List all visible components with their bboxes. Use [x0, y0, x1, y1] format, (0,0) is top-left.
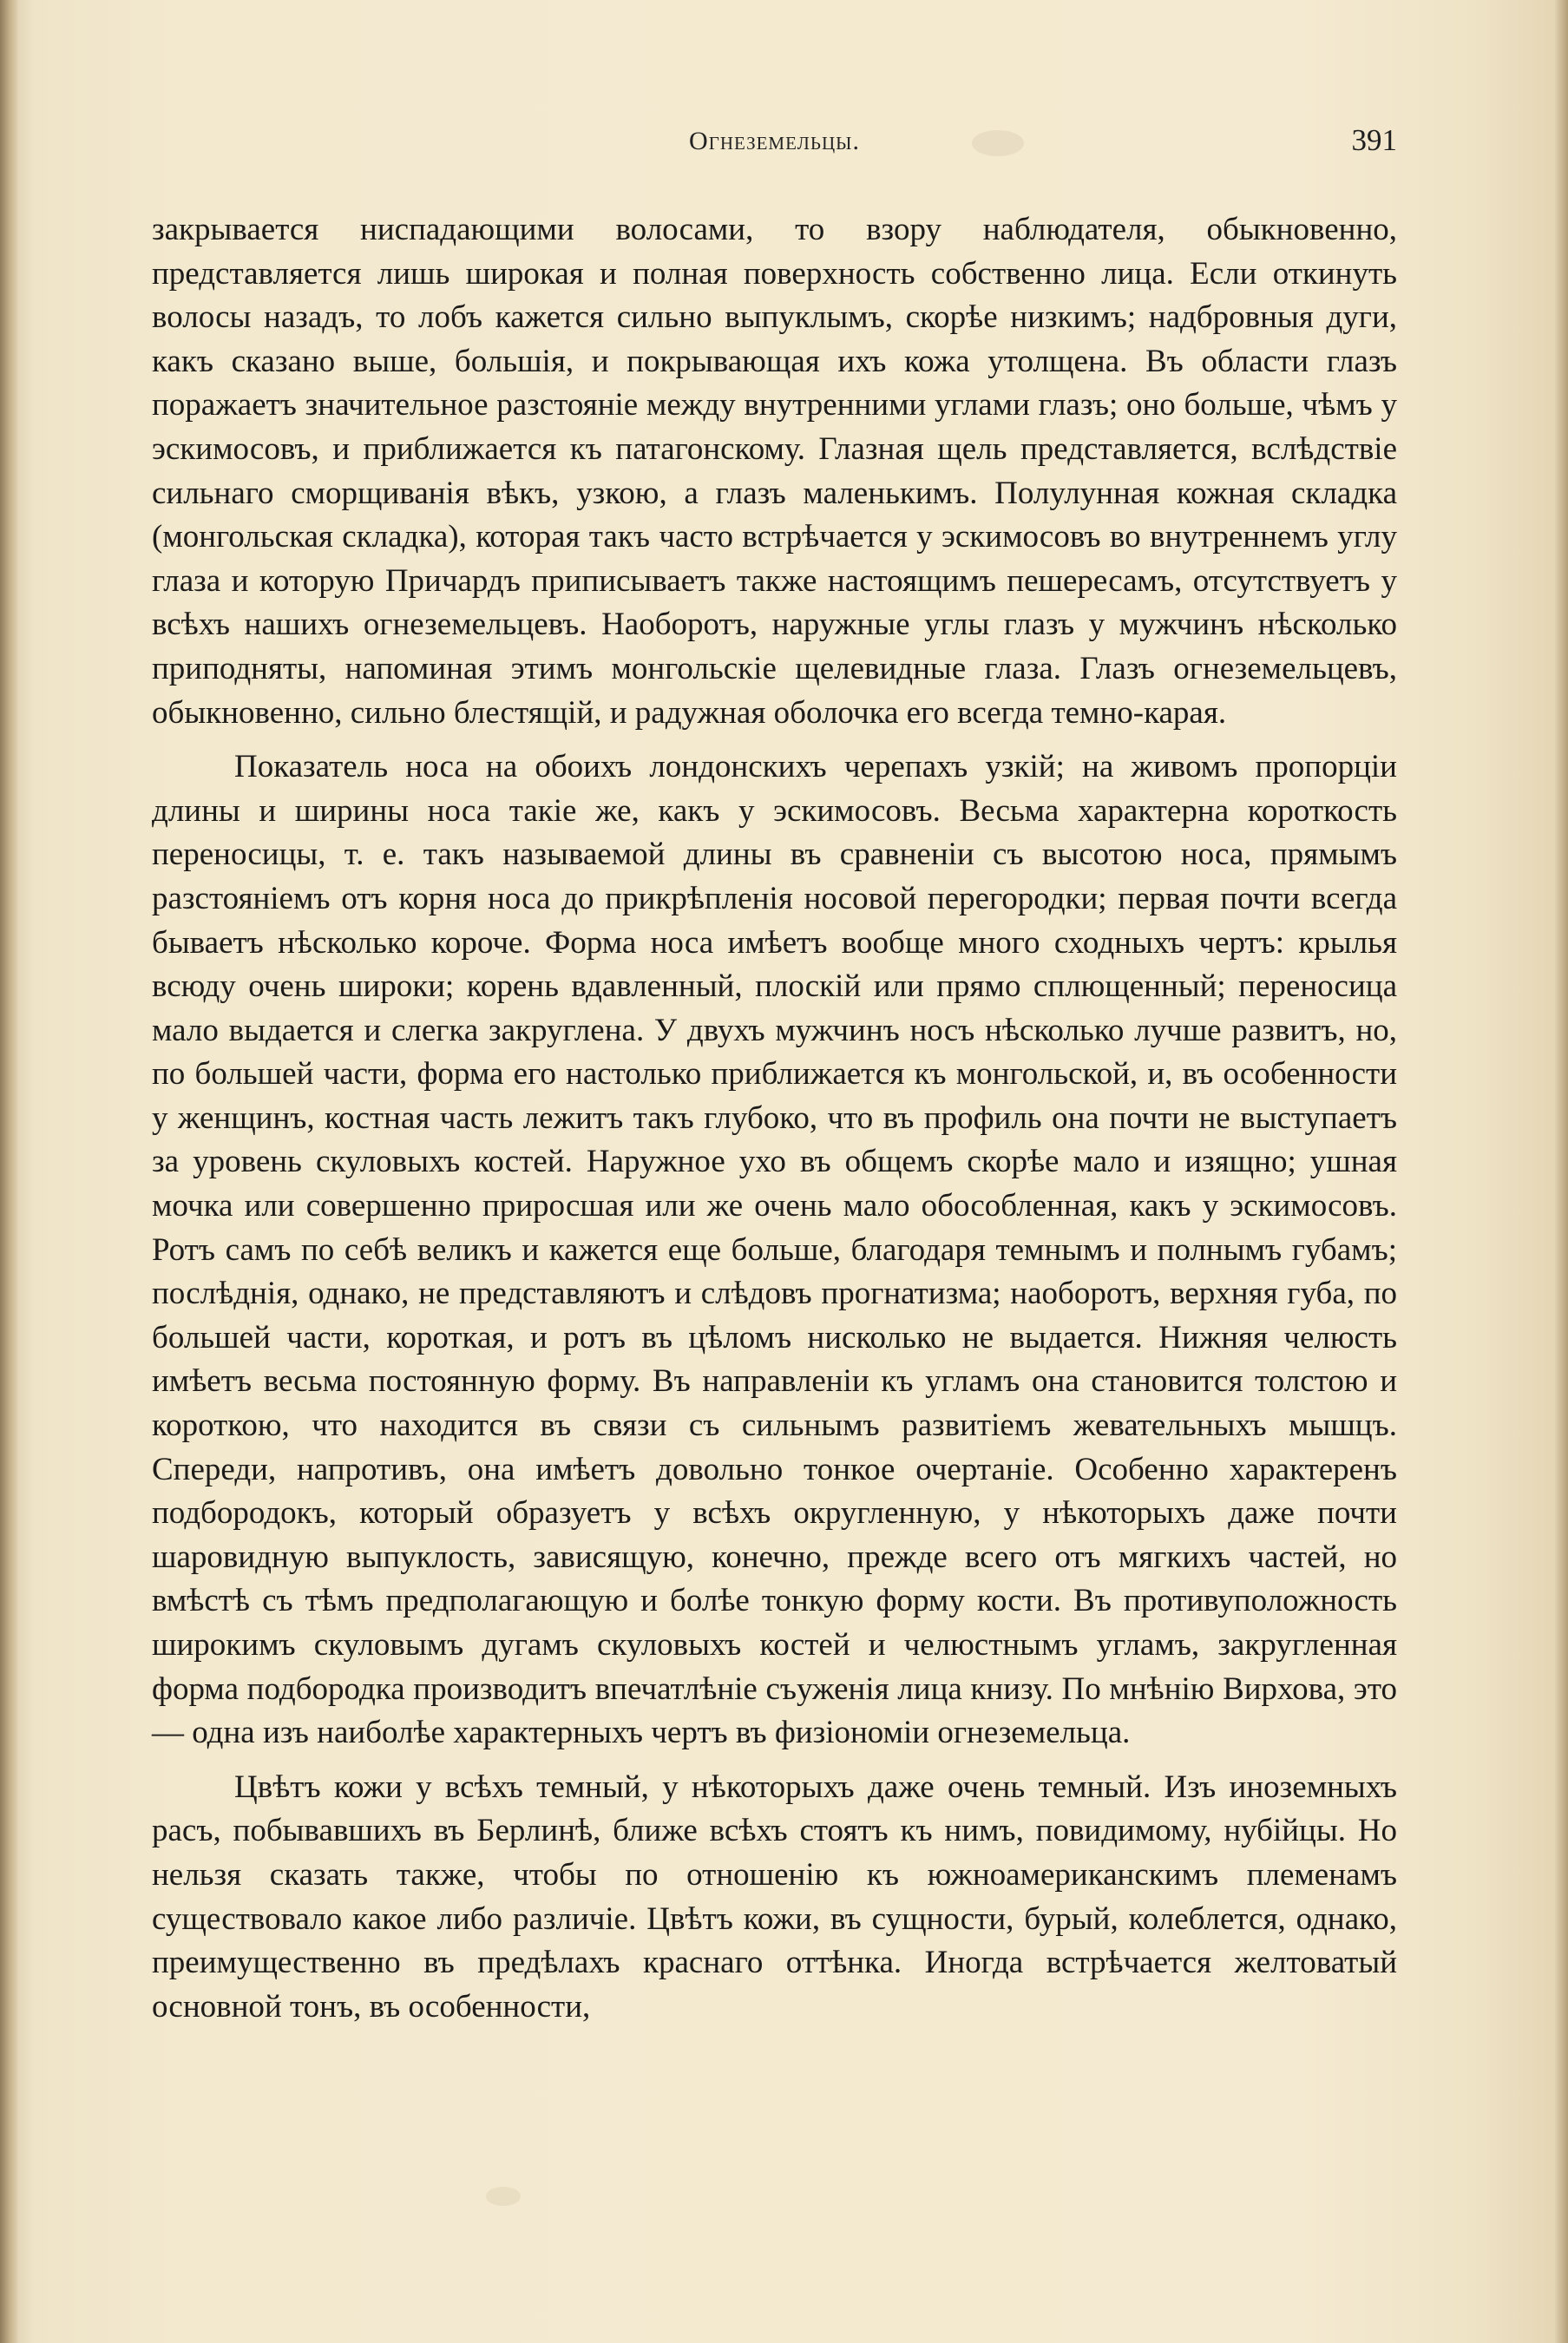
page-edge-shadow [1554, 0, 1568, 2343]
body-text [152, 208, 1397, 2029]
page-number: 391 [1351, 123, 1397, 157]
spine-shadow [0, 0, 19, 2343]
page-header [152, 118, 1397, 170]
paper-stain [486, 2187, 521, 2206]
paragraph: Показатель носа на обоихъ лондонскихъ черепахъ узкій; на живомъ пропорціи длины и ширины носа такіе же, какъ у эскимосовъ. Весьма характерна короткость переносицы, т. е. такъ называемой длины въ сравненіи съ высотою носа, прямымъ разстояніемъ отъ корня носа до прикрѣпленія носовой перегородки; первая почти всегда бываетъ нѣсколько короче. Форма носа имѣетъ вообще много сходныхъ чертъ: крылья всюду очень широки; корень вдавленный, плоскій или прямо сплющенный; переносица мало выдается и слегка закруглена. У двухъ мужчинъ носъ нѣсколько лучше развитъ, но, по большей части, форма его настолько приближается къ монгольской, и, въ особенности у женщинъ, костная часть лежитъ такъ глубоко, что въ профиль она почти не выступаетъ за уровень скуловыхъ костей. Наружное ухо въ общемъ скорѣе мало и изящно; ушная мочка или совершенно приросшая или же очень мало обособленная, какъ у эскимосовъ. Ротъ самъ по себѣ великъ и кажется еще больше, благодаря темнымъ и полнымъ губамъ; послѣднія, однако, не представляютъ и слѣдовъ прогнатизма; наоборотъ, верхняя губа, по большей части, короткая, и ротъ въ цѣломъ нисколько не выдается. Нижняя челюсть имѣетъ весьма постоянную форму. Въ направленіи къ угламъ она становится толстою и короткою, что находится въ связи съ сильнымъ развитіемъ жевательныхъ мышцъ. Спереди, напротивъ, она имѣетъ довольно тонкое очертаніе. Особенно характеренъ подбородокъ, который образуетъ у всѣхъ округленную, у нѣкоторыхъ даже почти шаровидную выпуклость, зависящую, конечно, прежде всего отъ мягкихъ частей, но вмѣстѣ съ тѣмъ предполагающую и болѣе тонкую форму кости. Въ противуположность широкимъ скуловымъ дугамъ скуловыхъ костей и челюстнымъ угламъ, закругленная форма подбородка производитъ впечатлѣніе съуженія лица книзу. По мнѣнію Вирхова, это — одна изъ наиболѣе характерныхъ чертъ въ физіономіи огнеземельца. [152, 749, 1397, 1751]
paragraph: закрывается ниспадающими волосами, то взору наблюдателя, обыкновенно, представляется лишь широкая и полная поверхность собственно лица. Если откинуть волосы назадъ, то лобъ кажется сильно выпуклымъ, скорѣе низкимъ; надбровныя дуги, какъ сказано выше, большія, и покрывающая ихъ кожа утолщена. Въ области глазъ поражаетъ значительное разстояніе между внутренними углами глазъ; оно больше, чѣмъ у эскимосовъ, и приближается къ патагонскому. Глазная щель представляется, вслѣдствіе сильнаго сморщиванія вѣкъ, узкою, а глазъ маленькимъ. Полулунная кожная складка (монгольская складка), которая такъ часто встрѣчается у эскимосовъ во внутреннемъ углу глаза и которую Причардъ приписываетъ также настоящимъ пешересамъ, отсутствуетъ у всѣхъ нашихъ огнеземельцевъ. Наоборотъ, наружные углы глазъ у мужчинъ нѣсколько приподняты, напоминая этимъ монгольскіе щелевидные глаза. Глазъ огнеземельцевъ, обыкновенно, сильно блестящій, и радужная оболочка его всегда темно-карая. [152, 212, 1397, 731]
paragraph: Цвѣтъ кожи у всѣхъ темный, у нѣкоторыхъ даже очень темный. Изъ иноземныхъ расъ, побывавшихъ въ Берлинѣ, ближе всѣхъ стоятъ къ нимъ, повидимому, нубійцы. Но нельзя сказать также, чтобы по отношенію къ южноамериканскимъ племенамъ существовало какое либо различіе. Цвѣтъ кожи, въ сущности, бурый, колеблется, однако, преимущественно въ предѣлахъ краснаго оттѣнка. Иногда встрѣчается желтоватый основной тонъ, въ особенности, [152, 1769, 1397, 2025]
running-title: Огнеземельцы. [689, 127, 860, 155]
